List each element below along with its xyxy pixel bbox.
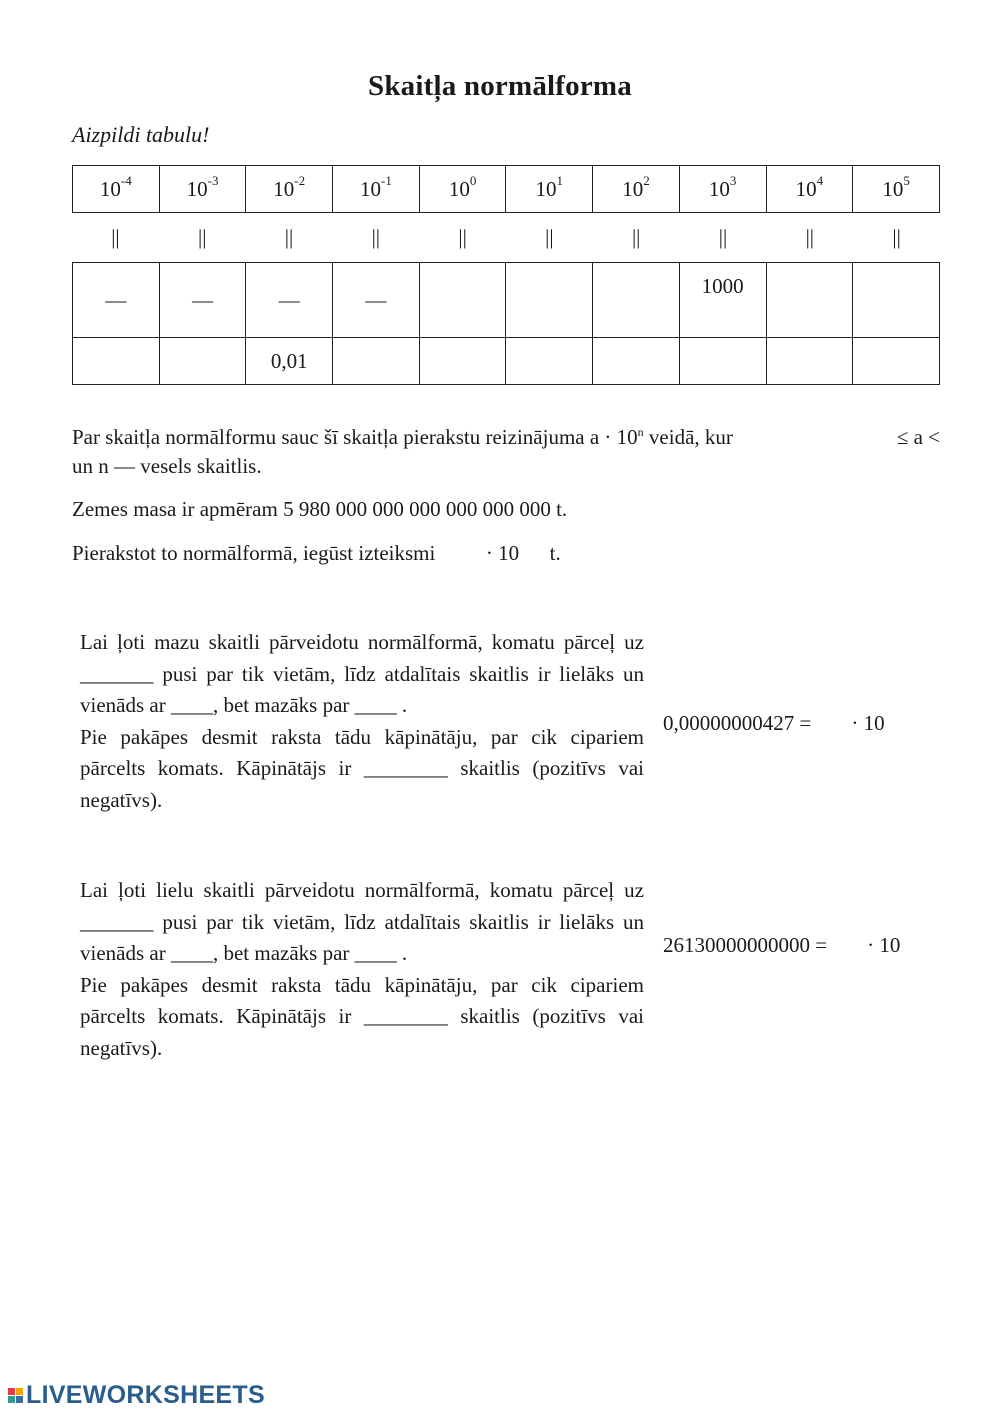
normal-form-sentence: Pierakstot to normālformā, iegūst izteiksmi · 10 t. (72, 541, 561, 565)
equals-symbol: || (545, 225, 554, 249)
fraction-cell[interactable] (246, 263, 333, 338)
earth-mass-text: Zemes masa ir apmēram 5 980 000 000 000 000 000 000 t. (72, 497, 568, 521)
answer-cell[interactable] (333, 338, 420, 385)
equals-symbol: || (718, 225, 728, 249)
decimal-row (73, 338, 940, 385)
equals-symbol: || (805, 225, 814, 249)
equals-symbol: || (892, 225, 901, 249)
power-cell: $10^5$ (853, 166, 940, 213)
equals-symbol: || (111, 225, 120, 249)
power-cell: $10^{-4}$ (73, 166, 160, 213)
power-cell: $10^0$ (419, 166, 506, 213)
large-number-exponent-rule: Pie pakāpes desmit raksta tādu kāpinātāju, par cik cipariem pārcelts komats. Kāpinātājs ir ________ skaitlis (pozitīvs vai negatīvs). (80, 972, 644, 1060)
power-cell: $10^3$ (679, 166, 766, 213)
value-0-01: 0,01 (270, 348, 308, 373)
equals-symbol: || (197, 225, 207, 249)
answer-cell[interactable] (766, 263, 853, 338)
large-number-equation: 26130000000000 = · 10 (663, 933, 901, 957)
fraction-bar: — (278, 287, 300, 312)
answer-cell[interactable] (159, 338, 246, 385)
fraction-bar: — (192, 287, 214, 312)
small-number-rule: Lai ļoti mazu skaitli pārveidotu normālformā, komatu pārceļ uz _______ pusi par tik vietām, līdz atdalītais skaitlis ir lielāks un vienāds ar ____, bet mazāks par ____ . (80, 630, 644, 717)
value-1000: 1000 (701, 274, 744, 298)
fraction-cell[interactable] (73, 263, 160, 338)
answer-cell[interactable] (419, 263, 506, 338)
answer-cell[interactable] (766, 338, 853, 385)
answer-cell[interactable] (679, 338, 766, 385)
power-cell: $10^{-3}$ (159, 166, 246, 213)
fraction-bar: — (365, 287, 387, 312)
logo-square (16, 1396, 23, 1403)
value-cell (246, 338, 333, 385)
answer-cell[interactable] (73, 338, 160, 385)
small-number-block (80, 627, 644, 816)
answer-cell[interactable] (506, 263, 593, 338)
large-number-rule: Lai ļoti lielu skaitli pārveidotu normālformā, komatu pārceļ uz _______ pusi par tik vietām, līdz atdalītais skaitlis ir lielāks un vienāds ar ____, bet mazāks par ____ . (80, 878, 644, 965)
equals-symbol: || (371, 225, 380, 249)
equals-symbol: || (458, 225, 467, 249)
logo-square (8, 1388, 15, 1395)
powers-header-row (73, 166, 940, 213)
liveworksheets-logo[interactable] (8, 1381, 265, 1410)
answer-cell[interactable] (593, 263, 680, 338)
small-number-equation: 0,00000000427 = · 10 (663, 711, 885, 735)
logo-square (8, 1396, 15, 1403)
answer-cell[interactable] (506, 338, 593, 385)
answer-cell[interactable] (593, 338, 680, 385)
large-number-block (80, 875, 644, 1064)
answer-cell[interactable] (853, 263, 940, 338)
power-cell: $10^4$ (766, 166, 853, 213)
answer-cell[interactable] (853, 338, 940, 385)
power-cell: $10^{-2}$ (246, 166, 333, 213)
logo-square (16, 1388, 23, 1395)
small-number-exponent-rule: Pie pakāpes desmit raksta tādu kāpinātāju, par cik cipariem pārcelts komats. Kāpinātājs ir ________ skaitlis (pozitīvs vai negatīvs). (80, 724, 644, 812)
equals-symbol: || (284, 225, 294, 249)
fraction-row (73, 263, 940, 338)
values-table (72, 262, 940, 385)
value-cell (679, 263, 766, 338)
inequality-text: ≤ a < (896, 425, 940, 449)
fraction-bar: — (105, 287, 127, 312)
instruction-text: Aizpildi tabulu! (72, 122, 210, 147)
logo-icon (8, 1388, 23, 1403)
powers-header-table (72, 165, 940, 213)
definition-paragraph: Par skaitļa normālformu sauc šī skaitļa pierakstu reizinājuma $a \cdot 10^n$ veidā, kur ≤ a < un n — vesels skaitlis. (72, 425, 940, 478)
power-cell: $10^2$ (593, 166, 680, 213)
equals-symbol: || (631, 225, 641, 249)
logo-text: LIVEWORKSHEETS (26, 1381, 265, 1409)
power-cell: $10^1$ (506, 166, 593, 213)
fraction-cell[interactable] (333, 263, 420, 338)
answer-cell[interactable] (419, 338, 506, 385)
equals-row (72, 225, 940, 250)
power-cell: $10^{-1}$ (333, 166, 420, 213)
page-title: Skaitļa normālforma (368, 70, 632, 102)
fraction-cell[interactable] (159, 263, 246, 338)
